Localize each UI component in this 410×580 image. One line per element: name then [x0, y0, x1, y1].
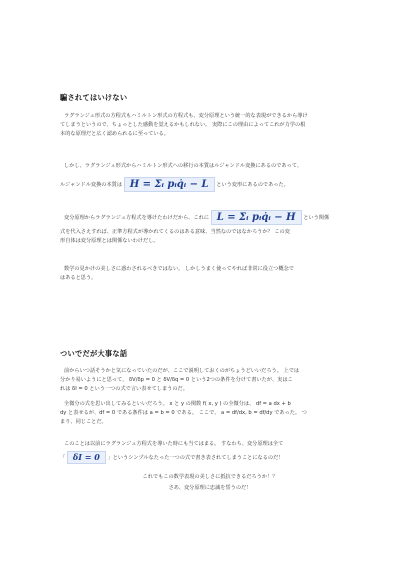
text-line: てしまうというので、ちょっとした感動を覚えるかもしれない。 実際にこの理由によってこれが力学の根: [60, 122, 306, 128]
text-line: 全微分の式を思い出してみるといいだろう。 x と y の関数 f( x, y ) の全微分は、 df = a dx + b: [64, 401, 291, 407]
closing-lines: [60, 473, 360, 493]
paragraph-single-equation: [60, 440, 360, 464]
paragraph-canonical-equations: [60, 210, 360, 246]
text-line: はあると思う。: [60, 275, 97, 281]
closing-line-1: これでもこの数学表現の美しさに抵抗できるだろうか！？: [142, 474, 278, 480]
text-line-with-formula: [60, 451, 360, 464]
text-line: まり、同じことだ。: [60, 419, 107, 425]
text-line: しかし、ラグランジュ形式からハミルトン形式への移行の本質はルジャンドル変換にあるのであって、: [64, 163, 303, 169]
text-fragment: という変形にあるのであった。: [216, 182, 289, 188]
text-fragment: 」というシンプルなたった一つの式で書き表されてしまうことになるのだ！: [107, 455, 284, 461]
paragraph-mathematical-beauty: [60, 265, 360, 283]
text-line: このことは以前にラグランジュ方程式を導いた時にも当てはまる。 すなわち、変分原理は全て: [64, 441, 284, 447]
text-line: 前からいつ話そうかと気になっていたのだが、ここで説明しておくのがちょうどいいだろう。 上では: [64, 368, 300, 374]
closing-line-2: さあ、変分原理に忠誠を誓うのだ！: [168, 485, 252, 491]
text-line: れは δI = 0 という一つの式で言い表せてしまうのだ。: [60, 386, 188, 392]
paragraph-legendre-transform: [60, 162, 360, 192]
hamiltonian-formula: H = Σᵢ pᵢq̇ᵢ − L: [124, 177, 215, 192]
text-fragment: ルジャンドル変換の本質は: [60, 182, 123, 188]
text-line-with-formula: [60, 177, 360, 192]
section-title-deceived: 騙されてはいけない: [60, 93, 128, 102]
paragraph-total-differential: [60, 400, 360, 427]
text-line: 本的な原理だと広く認められるに至っている。: [60, 131, 169, 137]
text-line: ラグランジュ形式の方程式もハミルトン形式の方程式も、変分原理という統一的な表現ができるから導け: [64, 113, 308, 119]
section-title-important: ついでだが大事な話: [60, 349, 128, 358]
text-fragment: 変分原理からラグランジュ方程式を導けたわけだから、これに: [64, 215, 210, 221]
paragraph-variational-unification: [60, 112, 360, 139]
text-line: dy と表せるが、df = 0 である条件は a = b = 0 である。 ここで、 a = df/dx, b = df/dy であった。 つ: [60, 410, 307, 416]
text-line: 数学の見かけの美しさに惑わされるべきではない。 しかしうまく使ってやれば非常に役立つ概念で: [64, 266, 294, 272]
text-line: 分かり易いようにと思って、 δV/δp = 0 と δV/δq = 0 という2つの条件を分けて書いたが、実はこ: [60, 377, 293, 383]
delta-i-formula: δI = 0: [67, 451, 106, 464]
text-fragment: という関係: [303, 215, 330, 221]
text-fragment: 「: [60, 455, 66, 461]
text-line-with-formula: [60, 210, 360, 225]
text-line: 形自体は変分原理とは関係ないわけだし。: [60, 238, 159, 244]
lagrangian-formula: L = Σᵢ pᵢq̇ᵢ − H: [211, 210, 302, 225]
paragraph-variation-conditions: [60, 367, 360, 394]
text-line: 式を代入さえすれば、正準方程式が導かれてくるのはある意味、当然なのではなかろうか？ この変: [60, 229, 290, 235]
